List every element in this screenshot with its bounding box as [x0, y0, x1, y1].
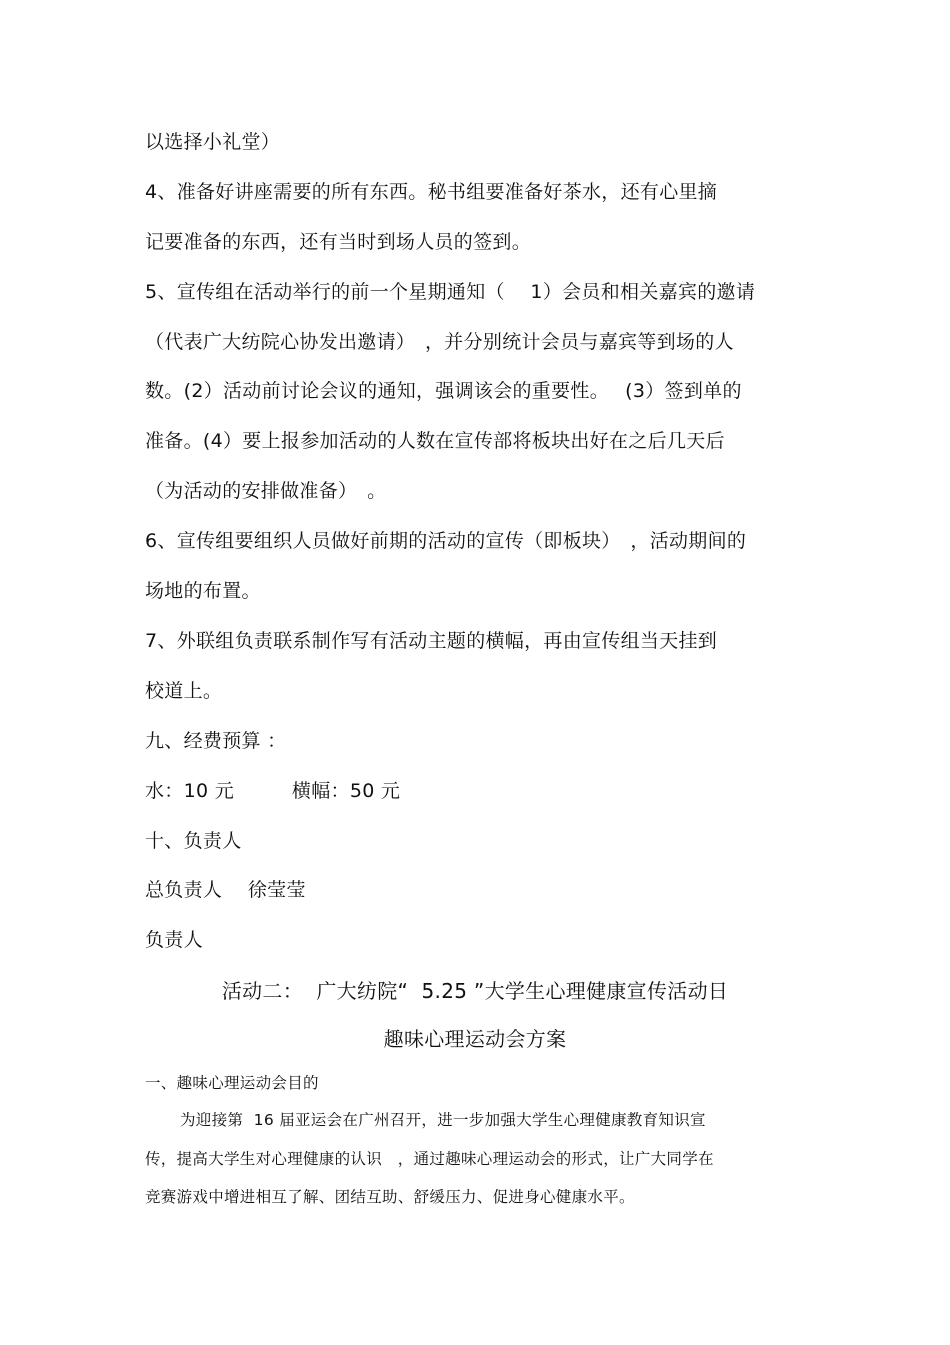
text-line: 7、外联组负责联系制作写有活动主题的横幅，再由宣传组当天挂到 [145, 630, 718, 652]
text-line: 准备。(4）要上报参加活动的人数在宣传部将板块出好在之后几天后 [145, 430, 725, 452]
section-heading-budget: 九、经费预算 ： [145, 730, 287, 752]
budget-items: 水：10 元 横幅：50 元 [145, 780, 401, 802]
activity-subtitle: 趣味心理运动会方案 [383, 1027, 567, 1051]
paragraph-line: 传，提高大学生对心理健康的认识 ，通过趣味心理运动会的形式，让广大同学在 [145, 1150, 714, 1168]
text-line: （代表广大纺院心协发出邀请） ，并分别统计会员与嘉宾等到场的人 [145, 331, 734, 353]
responsible-person: 负责人 [145, 929, 203, 951]
text-line: 4、准备好讲座需要的所有东西。秘书组要准备好茶水，还有心里摘 [145, 181, 718, 203]
section-heading-purpose: 一、趣味心理运动会目的 [145, 1074, 319, 1092]
text-line: 记要准备的东西，还有当时到场人员的签到。 [145, 231, 532, 253]
text-line: 5、宣传组在活动举行的前一个星期通知（ 1）会员和相关嘉宾的邀请 [145, 281, 756, 303]
paragraph-line: 为迎接第 16 届亚运会在广州召开，进一步加强大学生心理健康教育知识宣 [180, 1111, 706, 1129]
activity-title: 活动二： 广大纺院“ 5.25 ”大学生心理健康宣传活动日 [221, 979, 729, 1003]
text-line: 校道上。 [145, 680, 223, 702]
paragraph-line: 竞赛游戏中增进相互了解、团结互助、舒缓压力、促进身心健康水平。 [145, 1188, 635, 1206]
lead-person: 总负责人 徐莹莹 [145, 879, 306, 901]
text-line: 以选择小礼堂） [145, 131, 281, 153]
text-line: 数。(2）活动前讨论会议的通知，强调该会的重要性。 (3）签到单的 [145, 380, 742, 402]
text-line: 场地的布置。 [145, 580, 261, 602]
text-line: 6、宣传组要组织人员做好前期的活动的宣传（即板块） ，活动期间的 [145, 530, 747, 552]
text-line: （为活动的安排做准备） 。 [145, 480, 387, 502]
section-heading-responsible: 十、负责人 [145, 830, 242, 852]
